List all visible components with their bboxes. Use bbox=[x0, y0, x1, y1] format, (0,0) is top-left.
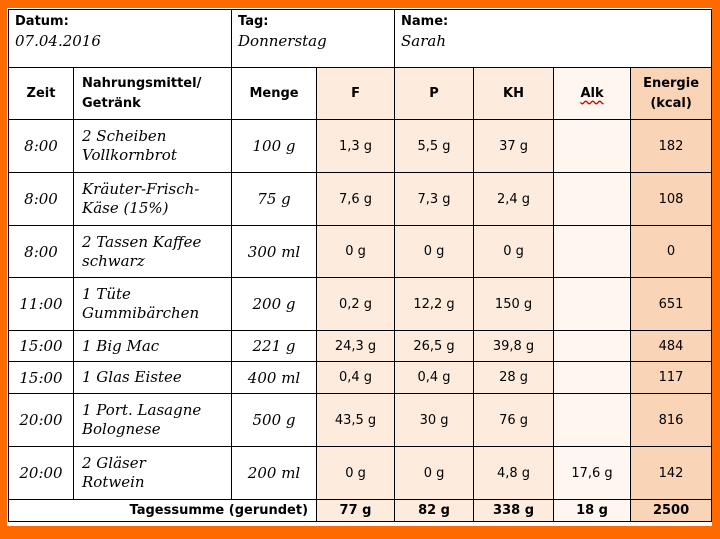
alcohol-cell bbox=[554, 226, 631, 278]
fat-cell: 1,3 g bbox=[317, 120, 395, 173]
alcohol-cell bbox=[554, 362, 631, 394]
name-value: Sarah bbox=[401, 32, 447, 50]
fat-cell: 0 g bbox=[317, 447, 395, 500]
col-header-food-line1: Nahrungsmittel/ bbox=[82, 75, 202, 91]
amount-cell: 221 g bbox=[232, 331, 317, 362]
food-cell bbox=[74, 173, 232, 226]
energy-cell: 816 bbox=[631, 394, 712, 447]
protein-cell: 7,3 g bbox=[395, 173, 474, 226]
alcohol-cell: 17,6 g bbox=[554, 447, 631, 500]
day-cell bbox=[232, 10, 395, 68]
date-value: 07.04.2016 bbox=[15, 32, 101, 50]
food-line2: Gummibärchen bbox=[82, 304, 200, 322]
protein-cell: 0 g bbox=[395, 447, 474, 500]
col-header-alcohol-text: Alk bbox=[580, 85, 604, 101]
total-protein: 82 g bbox=[395, 500, 474, 522]
fat-cell: 43,5 g bbox=[317, 394, 395, 447]
food-diary-table bbox=[8, 9, 712, 522]
food-cell bbox=[74, 278, 232, 331]
food-line1: 1 Port. Lasagne bbox=[82, 401, 202, 419]
time-cell: 8:00 bbox=[9, 226, 74, 278]
time-cell: 8:00 bbox=[9, 120, 74, 173]
alcohol-cell bbox=[554, 120, 631, 173]
day-label: Tag: bbox=[238, 14, 269, 29]
time-cell: 11:00 bbox=[9, 278, 74, 331]
food-line1: 2 Tassen Kaffee bbox=[82, 232, 202, 251]
food-cell bbox=[74, 120, 232, 173]
energy-cell: 117 bbox=[631, 362, 712, 394]
protein-cell: 26,5 g bbox=[395, 331, 474, 362]
energy-cell: 108 bbox=[631, 173, 712, 226]
food-cell bbox=[74, 394, 232, 447]
fat-cell: 0,4 g bbox=[317, 362, 395, 394]
header-row bbox=[9, 10, 712, 68]
col-header-carbs: KH bbox=[474, 68, 554, 120]
amount-cell: 200 g bbox=[232, 278, 317, 331]
total-label: Tagessumme (gerundet) bbox=[9, 500, 317, 522]
alcohol-cell bbox=[554, 394, 631, 447]
food-line2: Bolognese bbox=[82, 420, 161, 438]
alcohol-cell bbox=[554, 278, 631, 331]
table-row bbox=[9, 447, 712, 500]
food-line2: Rotwein bbox=[82, 473, 145, 491]
table-row bbox=[9, 173, 712, 226]
total-fat: 77 g bbox=[317, 500, 395, 522]
amount-cell: 400 ml bbox=[232, 362, 317, 394]
date-label: Datum: bbox=[15, 14, 69, 29]
col-header-energy-line1: Energie bbox=[643, 75, 700, 91]
col-header-food bbox=[74, 68, 232, 120]
time-cell: 8:00 bbox=[9, 173, 74, 226]
col-header-energy-line2: (kcal) bbox=[650, 95, 692, 111]
energy-cell: 651 bbox=[631, 278, 712, 331]
food-line1: 1 Big Mac bbox=[82, 336, 160, 355]
table-row bbox=[9, 278, 712, 331]
fat-cell: 0 g bbox=[317, 226, 395, 278]
carbs-cell: 150 g bbox=[474, 278, 554, 331]
protein-cell: 12,2 g bbox=[395, 278, 474, 331]
total-energy: 2500 bbox=[631, 500, 712, 522]
table-row bbox=[9, 394, 712, 447]
carbs-cell: 4,8 g bbox=[474, 447, 554, 500]
protein-cell: 0,4 g bbox=[395, 362, 474, 394]
table-row bbox=[9, 362, 712, 394]
fat-cell: 7,6 g bbox=[317, 173, 395, 226]
carbs-cell: 2,4 g bbox=[474, 173, 554, 226]
protein-cell: 30 g bbox=[395, 394, 474, 447]
table-row bbox=[9, 226, 712, 278]
table-row bbox=[9, 331, 712, 362]
food-line1: Kräuter-Frisch- bbox=[82, 180, 200, 198]
col-header-fat: F bbox=[317, 68, 395, 120]
food-cell bbox=[74, 331, 232, 362]
col-header-alcohol bbox=[554, 68, 631, 120]
carbs-cell: 28 g bbox=[474, 362, 554, 394]
amount-cell: 500 g bbox=[232, 394, 317, 447]
food-line2: schwarz bbox=[82, 251, 145, 270]
alcohol-cell bbox=[554, 173, 631, 226]
amount-cell: 200 ml bbox=[232, 447, 317, 500]
name-cell bbox=[395, 10, 712, 68]
col-header-protein: P bbox=[395, 68, 474, 120]
fat-cell: 24,3 g bbox=[317, 331, 395, 362]
food-line2: Vollkornbrot bbox=[82, 146, 177, 164]
amount-cell: 100 g bbox=[232, 120, 317, 173]
time-cell: 15:00 bbox=[9, 331, 74, 362]
food-line1: 1 Tüte bbox=[82, 285, 131, 303]
alcohol-cell bbox=[554, 331, 631, 362]
day-value: Donnerstag bbox=[238, 32, 327, 50]
food-line1: 2 Gläser bbox=[82, 454, 146, 472]
energy-cell: 0 bbox=[631, 226, 712, 278]
energy-cell: 182 bbox=[631, 120, 712, 173]
carbs-cell: 39,8 g bbox=[474, 331, 554, 362]
fat-cell: 0,2 g bbox=[317, 278, 395, 331]
table-row bbox=[9, 120, 712, 173]
column-header-row bbox=[9, 68, 712, 120]
carbs-cell: 0 g bbox=[474, 226, 554, 278]
carbs-cell: 37 g bbox=[474, 120, 554, 173]
protein-cell: 0 g bbox=[395, 226, 474, 278]
protein-cell: 5,5 g bbox=[395, 120, 474, 173]
total-row bbox=[9, 500, 712, 522]
time-cell: 20:00 bbox=[9, 447, 74, 500]
name-label: Name: bbox=[401, 14, 449, 29]
food-cell bbox=[74, 226, 232, 278]
carbs-cell: 76 g bbox=[474, 394, 554, 447]
amount-cell: 300 ml bbox=[232, 226, 317, 278]
food-diary-sheet bbox=[7, 8, 712, 526]
energy-cell: 142 bbox=[631, 447, 712, 500]
col-header-time: Zeit bbox=[9, 68, 74, 120]
col-header-energy bbox=[631, 68, 712, 120]
energy-cell: 484 bbox=[631, 331, 712, 362]
food-line1: 2 Scheiben bbox=[82, 127, 167, 145]
total-alcohol: 18 g bbox=[554, 500, 631, 522]
food-line1: 1 Glas Eistee bbox=[82, 368, 182, 386]
food-cell bbox=[74, 447, 232, 500]
amount-cell: 75 g bbox=[232, 173, 317, 226]
food-line2: Käse (15%) bbox=[82, 199, 169, 217]
date-cell bbox=[9, 10, 232, 68]
col-header-food-line2: Getränk bbox=[82, 95, 141, 111]
total-carbs: 338 g bbox=[474, 500, 554, 522]
col-header-amount: Menge bbox=[232, 68, 317, 120]
time-cell: 20:00 bbox=[9, 394, 74, 447]
time-cell: 15:00 bbox=[9, 362, 74, 394]
food-cell bbox=[74, 362, 232, 394]
